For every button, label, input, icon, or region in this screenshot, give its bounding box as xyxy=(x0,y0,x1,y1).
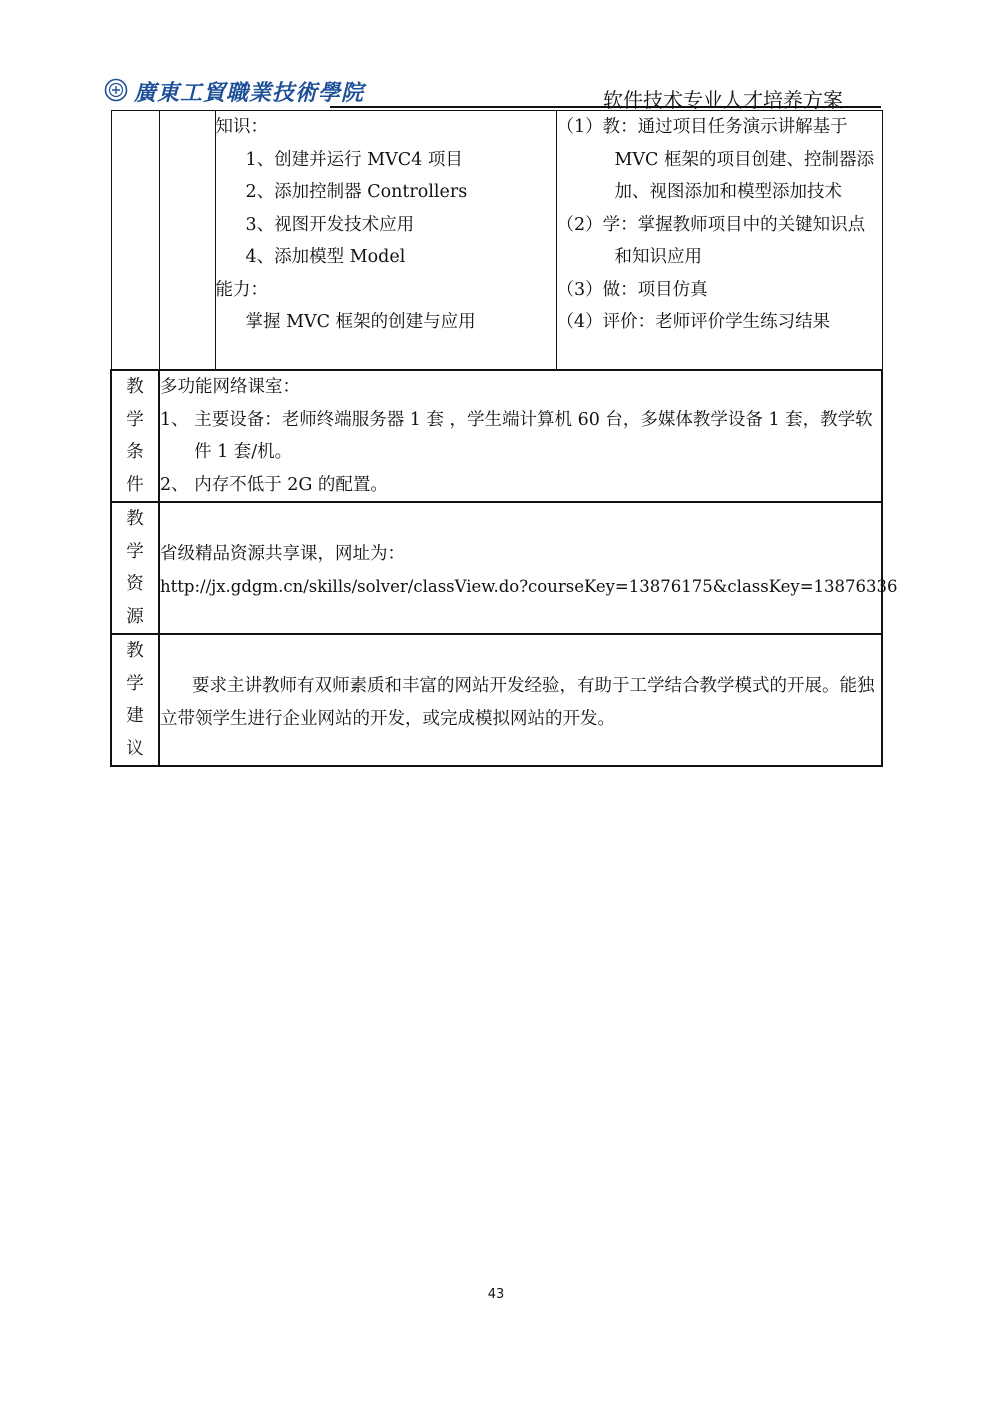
list-item: 1、创建并运行 MVC4 项目 xyxy=(245,149,463,170)
curriculum-table xyxy=(110,110,898,767)
page-number: 43 xyxy=(487,1287,505,1302)
header-rule xyxy=(330,106,881,108)
resources-label: 教 学 资 源 xyxy=(111,502,159,634)
resources-text: 省级精品资源共享课，网址为： xyxy=(160,544,405,564)
list-item: （4）评价：老师评价学生练习结果 xyxy=(556,312,831,332)
list-item: 2、 内存不低于 2G 的配置。 xyxy=(160,474,388,495)
document-title: 软件技术专业人才培养方案 xyxy=(603,88,843,112)
conditions-intro: 多功能网络课室： xyxy=(160,377,300,397)
list-item: 掌握 MVC 框架的创建与应用 xyxy=(245,312,476,332)
resource-url-link[interactable]: http://jx.gdgm.cn/skills/solver/classView.do?courseKey=13876175&classKey=13876336 xyxy=(160,576,898,596)
method-cell xyxy=(556,111,882,371)
knowledge-label: 知识： xyxy=(215,117,268,137)
college-logo-text: 廣東工貿職業技術學院 xyxy=(134,80,365,106)
list-item: 3、视图开发技术应用 xyxy=(245,214,415,235)
blank-cell xyxy=(111,111,159,371)
list-item: （2）学：掌握教师项目中的关键知识点和知识应用 xyxy=(556,214,866,267)
ability-label: 能力： xyxy=(215,279,268,300)
suggestions-cell xyxy=(159,634,882,766)
suggestions-label: 教 学 建 议 xyxy=(111,634,159,766)
college-emblem-icon xyxy=(104,78,128,102)
table-row xyxy=(111,634,882,766)
list-item: （1）教：通过项目任务演示讲解基于 MVC 框架的项目创建、控制器添加、视图添加和模型添加技术 xyxy=(556,117,875,202)
table-row xyxy=(111,111,882,371)
table-row xyxy=(111,370,882,502)
suggestions-text: 要求主讲教师有双师素质和丰富的网站开发经验，有助于工学结合教学模式的开展。能独立带领学生进行企业网站的开发，或完成模拟网站的开发。 xyxy=(160,676,875,729)
list-item: 1、 主要设备：老师终端服务器 1 套 ，学生端计算机 60 台，多媒体教学设备 1 套，教学软件 1 套/机。 xyxy=(160,409,873,462)
list-item: 2、添加控制器 Controllers xyxy=(245,182,468,202)
list-item: 4、添加模型 Model xyxy=(245,247,406,267)
list-item: （3）做：项目仿真 xyxy=(556,279,708,300)
table-row xyxy=(111,502,882,634)
resources-cell xyxy=(159,502,898,634)
content-cell xyxy=(215,111,556,371)
page-header xyxy=(104,74,881,110)
conditions-cell xyxy=(159,370,882,502)
conditions-label: 教 学 条 件 xyxy=(111,370,159,502)
blank-cell xyxy=(159,111,215,371)
